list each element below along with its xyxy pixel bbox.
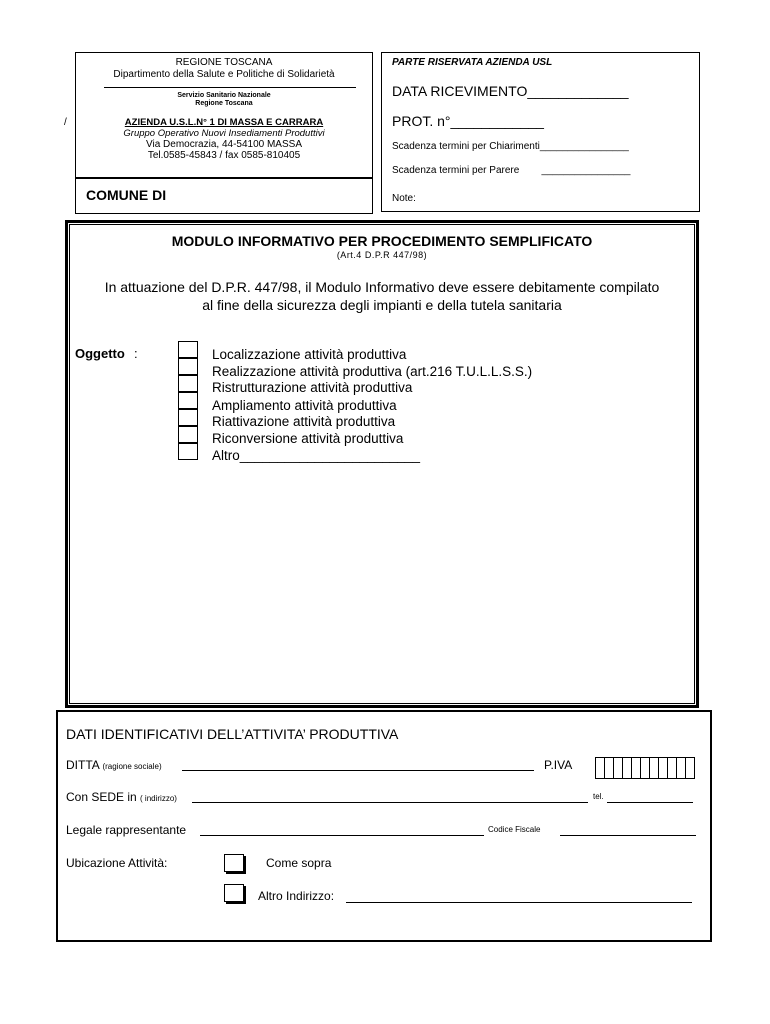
service-name: Servizio Sanitario Nazionale [177, 92, 271, 99]
azienda-name: AZIENDA U.S.L.N° 1 DI MASSA E CARRARA [124, 117, 324, 128]
note-field[interactable]: Note: [392, 193, 416, 204]
modulo-informativo-box [65, 220, 699, 708]
issuer-header-box [75, 52, 373, 178]
legale-rappresentante-label: Legale rappresentante [66, 823, 187, 837]
header-divider [104, 87, 356, 88]
come-sopra-label: Come sopra [266, 856, 332, 870]
intro-text-line-2: al fine della sicurezza degli impianti e della tutela sanitaria [202, 297, 562, 313]
sede-hint: ( indirizzo) [140, 794, 177, 803]
oggetto-checkbox-altro[interactable] [178, 443, 198, 460]
ditta-hint: (ragione sociale) [102, 762, 162, 771]
region-name: REGIONE TOSCANA [175, 57, 273, 68]
comune-label: COMUNE DI [86, 187, 167, 203]
service-region: Regione Toscana [195, 100, 253, 107]
reserved-title: PARTE RISERVATA AZIENDA USL [392, 57, 553, 68]
legale-rappresentante-input-line[interactable] [200, 835, 484, 836]
tel-input-line[interactable] [607, 802, 693, 803]
codice-fiscale-input-line[interactable] [560, 835, 696, 836]
gruppo-name: Gruppo Operativo Nuovi Insediamenti Produttivi [123, 128, 325, 139]
ditta-label [66, 758, 162, 772]
oggetto-label: Oggetto [75, 346, 125, 361]
phone-fax: Tel.0585-45843 / fax 0585-810405 [147, 150, 301, 161]
parere-deadline-field[interactable]: Scadenza termini per Parere ________________ [392, 165, 631, 176]
department-name: Dipartimento della Salute e Politiche di Solidarietà [113, 69, 335, 80]
altro-indirizzo-label: Altro Indirizzo: [258, 889, 335, 903]
reserved-section [381, 52, 700, 212]
ubicazione-altro-checkbox[interactable] [224, 884, 244, 902]
codice-fiscale-label: Codice Fiscale [488, 825, 541, 834]
oggetto-option-altro[interactable]: Altro________________________ [212, 448, 420, 463]
sede-label [66, 790, 177, 804]
tel-label: tel. [593, 792, 604, 801]
piva-input-cells[interactable] [595, 757, 695, 779]
modulo-title: MODULO INFORMATIVO PER PROCEDIMENTO SEMPLIFICATO [171, 233, 593, 249]
data-ricevimento-field[interactable]: DATA RICEVIMENTO_____________ [392, 83, 629, 99]
sede-label-text: Con SEDE in [66, 790, 137, 804]
oggetto-checkbox-localizzazione[interactable] [178, 341, 198, 358]
comune-box[interactable] [75, 178, 373, 214]
altro-indirizzo-input-line[interactable] [346, 902, 692, 903]
chiarimenti-deadline-field[interactable]: Scadenza termini per Chiarimenti________________ [392, 141, 629, 152]
margin-mark: / [64, 117, 67, 128]
oggetto-checkbox-ristrutturazione[interactable] [178, 375, 198, 392]
oggetto-colon: : [134, 346, 138, 361]
modulo-subtitle: (Art.4 D.P.R 447/98) [336, 250, 428, 260]
ubicazione-come-sopra-checkbox[interactable] [224, 854, 244, 872]
oggetto-checkbox-riconversione[interactable] [178, 426, 198, 443]
piva-label: P.IVA [544, 758, 573, 772]
address: Via Democrazia, 44-54100 MASSA [145, 139, 302, 150]
intro-text-line-1: In attuazione del D.P.R. 447/98, il Modulo Informativo deve essere debitamente compilato [104, 279, 660, 295]
oggetto-checkbox-ampliamento[interactable] [178, 392, 198, 409]
oggetto-option-localizzazione: Localizzazione attività produttiva [212, 347, 407, 362]
ditta-input-line[interactable] [182, 770, 534, 771]
oggetto-option-riattivazione: Riattivazione attività produttiva [212, 414, 396, 429]
oggetto-option-ristrutturazione: Ristrutturazione attività produttiva [212, 380, 413, 395]
protocol-number-field[interactable]: PROT. n°____________ [392, 113, 544, 129]
oggetto-option-realizzazione: Realizzazione attività produttiva (art.216 T.U.L.L.S.S.) [212, 364, 533, 379]
oggetto-option-ampliamento: Ampliamento attività produttiva [212, 398, 397, 413]
ubicazione-label: Ubicazione Attività: [66, 856, 168, 870]
oggetto-checkbox-riattivazione[interactable] [178, 409, 198, 426]
dati-identificativi-box [56, 710, 712, 942]
sede-input-line[interactable] [192, 802, 588, 803]
oggetto-option-riconversione: Riconversione attività produttiva [212, 431, 404, 446]
oggetto-checkbox-realizzazione[interactable] [178, 358, 198, 375]
dati-title: DATI IDENTIFICATIVI DELL’ATTIVITA’ PRODUTTIVA [66, 726, 399, 742]
ditta-label-text: DITTA [66, 758, 100, 772]
